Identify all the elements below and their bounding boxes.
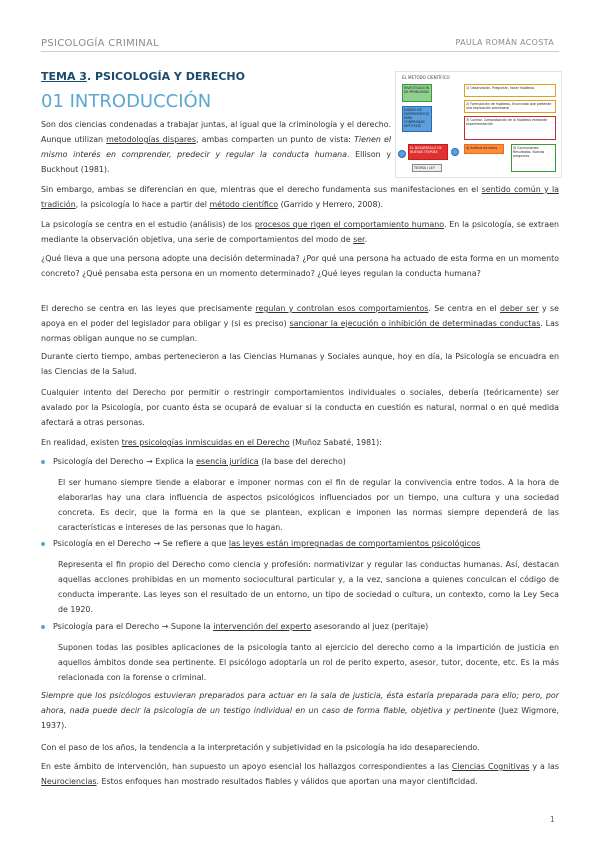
paragraph-intro: Son dos ciencias condenadas a trabajar juntas, al igual que la criminología y el derecho. Aunque utilizan metodologías dispares, ambas comparten un punto de vista: Tienen el mismo interés en comprender, predecir y regular la conducta humana. Ellison y Buckhout (1981). [41,120,392,174]
header-divider [41,51,559,52]
diagram-box-analysis: 4) Análisis de datos [464,144,504,154]
diagram-title: EL MÉTODO CIENTÍFICO [402,75,450,80]
diagram-box-conclusions: 5) Conclusiones. Resultados. Nuevas preguntas [511,144,556,172]
bullet-text-psychology-in-law: Representa el fin propio del Derecho como ciencia y profesión: normativizar y regular las conductas humanas. Así, destacan aquellas acciones prohibidas en un momento sociocultural particular y, a la vez, sanciona a quienes conculcan el código de conducta imperante. Las leyes son el resultado de un entorno, un tipo de sociedad o cultura, un contexto, como la Ley Seca de 1920. [58,560,559,614]
diagram-box-problem: INVESTIGACIÓN DE PROBLEMAS [402,84,432,102]
bullet-dot [41,542,45,546]
header-subject: PSICOLOGÍA CRIMINAL [41,38,160,49]
section-heading: 01 INTRODUCCIÓN [41,91,212,112]
bullet-dot [41,625,45,629]
diagram-box-experiment: DISEÑO DE EXPERIMENTOS PARA COMPROBAR HIPÓTESIS [402,106,432,132]
diagram-circle-left [398,150,406,158]
bullet-text-psychology-of-law: El ser humano siempre tiende a elaborar e imponer normas con el fin de regular la convivencia entre todos. A la hora de elaborarlas hay una clara influencia de aspectos psicológicos influenciados por un tiempo, una cultura y una sociedad concreta. Es decir, que la forma en la que se plantean, explican e imponen las normas siempre dependerá de las características e intereses de las personas que lo hagan. [58,478,559,532]
paragraph-differences: Sin embargo, ambas se diferencian en que, mientras que el derecho fundamenta sus manifestaciones en el sentido común y la tradición, la psicología lo hace a partir del método científico (Garrido y Herrero, 2008). [41,185,559,209]
paragraph-questions: ¿Qué lleva a que una persona adopte una decisión determinada? ¿Por qué una persona ha actuado de esta forma en un momento concreto? ¿Qué pensaba esta persona en un momento determinado? ¿Qué leyes regulan la conducta humana? [41,254,559,278]
diagram-box-law: TEORÍA / LEY [412,164,442,172]
paragraph-wigmore-quote: Siempre que los psicólogos estuvieran preparados para actuar en la sala de justicia, ésta estaría preparada para ello; pero, por ahora, nada puede decir la psicología de un testigo individual en un caso de forma fiable, objetiva y pertinente (Juez Wigmore, 1937). [41,691,560,730]
scientific-method-diagram [395,71,562,178]
bullet-psychology-in-law: Psicología en el Derecho → Se refiere a que las leyes están impregnadas de comportamientos psicológicos [41,539,480,548]
paragraph-three-psychologies: En realidad, existen tres psicologías inmiscuidas en el Derecho (Muñoz Sabaté, 1981): [41,438,382,447]
page-title: TEMA 3. PSICOLOGÍA Y DERECHO [41,70,245,83]
bullet-psychology-for-law: Psicología para el Derecho → Supone la intervención del experto asesorando al juez (peritaje) [41,622,428,631]
header-author: PAULA ROMÁN ACOSTA [455,38,554,47]
paragraph-history: Durante cierto tiempo, ambas pertenecieron a las Ciencias Humanas y Sociales aunque, hoy en día, la Psicología se encuadra en las Ciencias de la Salud. [41,352,559,376]
paragraph-cognitive-sciences: En este ámbito de intervención, han supuesto un apoyo esencial los hallazgos correspondientes a las Ciencias Cognitivas y a las Neurociencias. Estos enfoques han mostrado resultados fiables y válidos que aportan una mayor cientificidad. [41,762,559,786]
diagram-box-control: 3) Control. Comprobación de la hipótesis mediante experimentación [464,116,556,140]
bullet-psychology-of-law: Psicología del Derecho → Explica la esencia jurídica (la base del derecho) [41,457,346,466]
bullet-dot [41,460,45,464]
diagram-box-observation: 1) Observación. Preguntar, hacer hipótesis [464,84,556,97]
bullet-text-psychology-for-law: Suponen todas las posibles aplicaciones de la psicología tanto al ejercicio del derecho como a la impartición de justicia en aquellos ámbitos donde sea pertinente. El psicólogo adoptaría un rol de perito experto, asesor, tutor, docente, etc. Es la más relacionada con la forense o criminal. [58,643,559,682]
paragraph-law: El derecho se centra en las leyes que precisamente regulan y controlan esos comportamientos. Se centra en el deber ser y se apoya en el poder del legislador para obligar y (si es preciso) sancionar la ejecución o inhibición de determinadas conductas. Las normas obligan aunque no se cumplan. [41,304,560,343]
diagram-box-hypothesis: 2) Formulación de hipótesis. Enunciado que pretende una explicación provisional [464,100,556,113]
page-number: 1 [549,815,555,824]
diagram-box-theory: EL DESARROLLO DE NUEVAS TEORÍAS [408,144,448,160]
paragraph-subjectivity: Con el paso de los años, la tendencia a la interpretación y subjetividad en la psicología ha ido desapareciendo. [41,743,480,752]
paragraph-psychology: La psicología se centra en el estudio (análisis) de los procesos que rigen el comportamiento humano. En la psicología, se extraen mediante la observación objetiva, una serie de comportamientos del modo de ser. [41,220,559,244]
diagram-circle-right [451,148,459,156]
paragraph-intent: Cualquier intento del Derecho por permitir o restringir comportamientos individuales o sociales, debería (teóricamente) ser avalado por la Psicología, por cuanto ésta se ocupará de evaluar si la conducta en cuestión es natural, normal o en qué medida afectará a otras personas. [41,388,559,427]
